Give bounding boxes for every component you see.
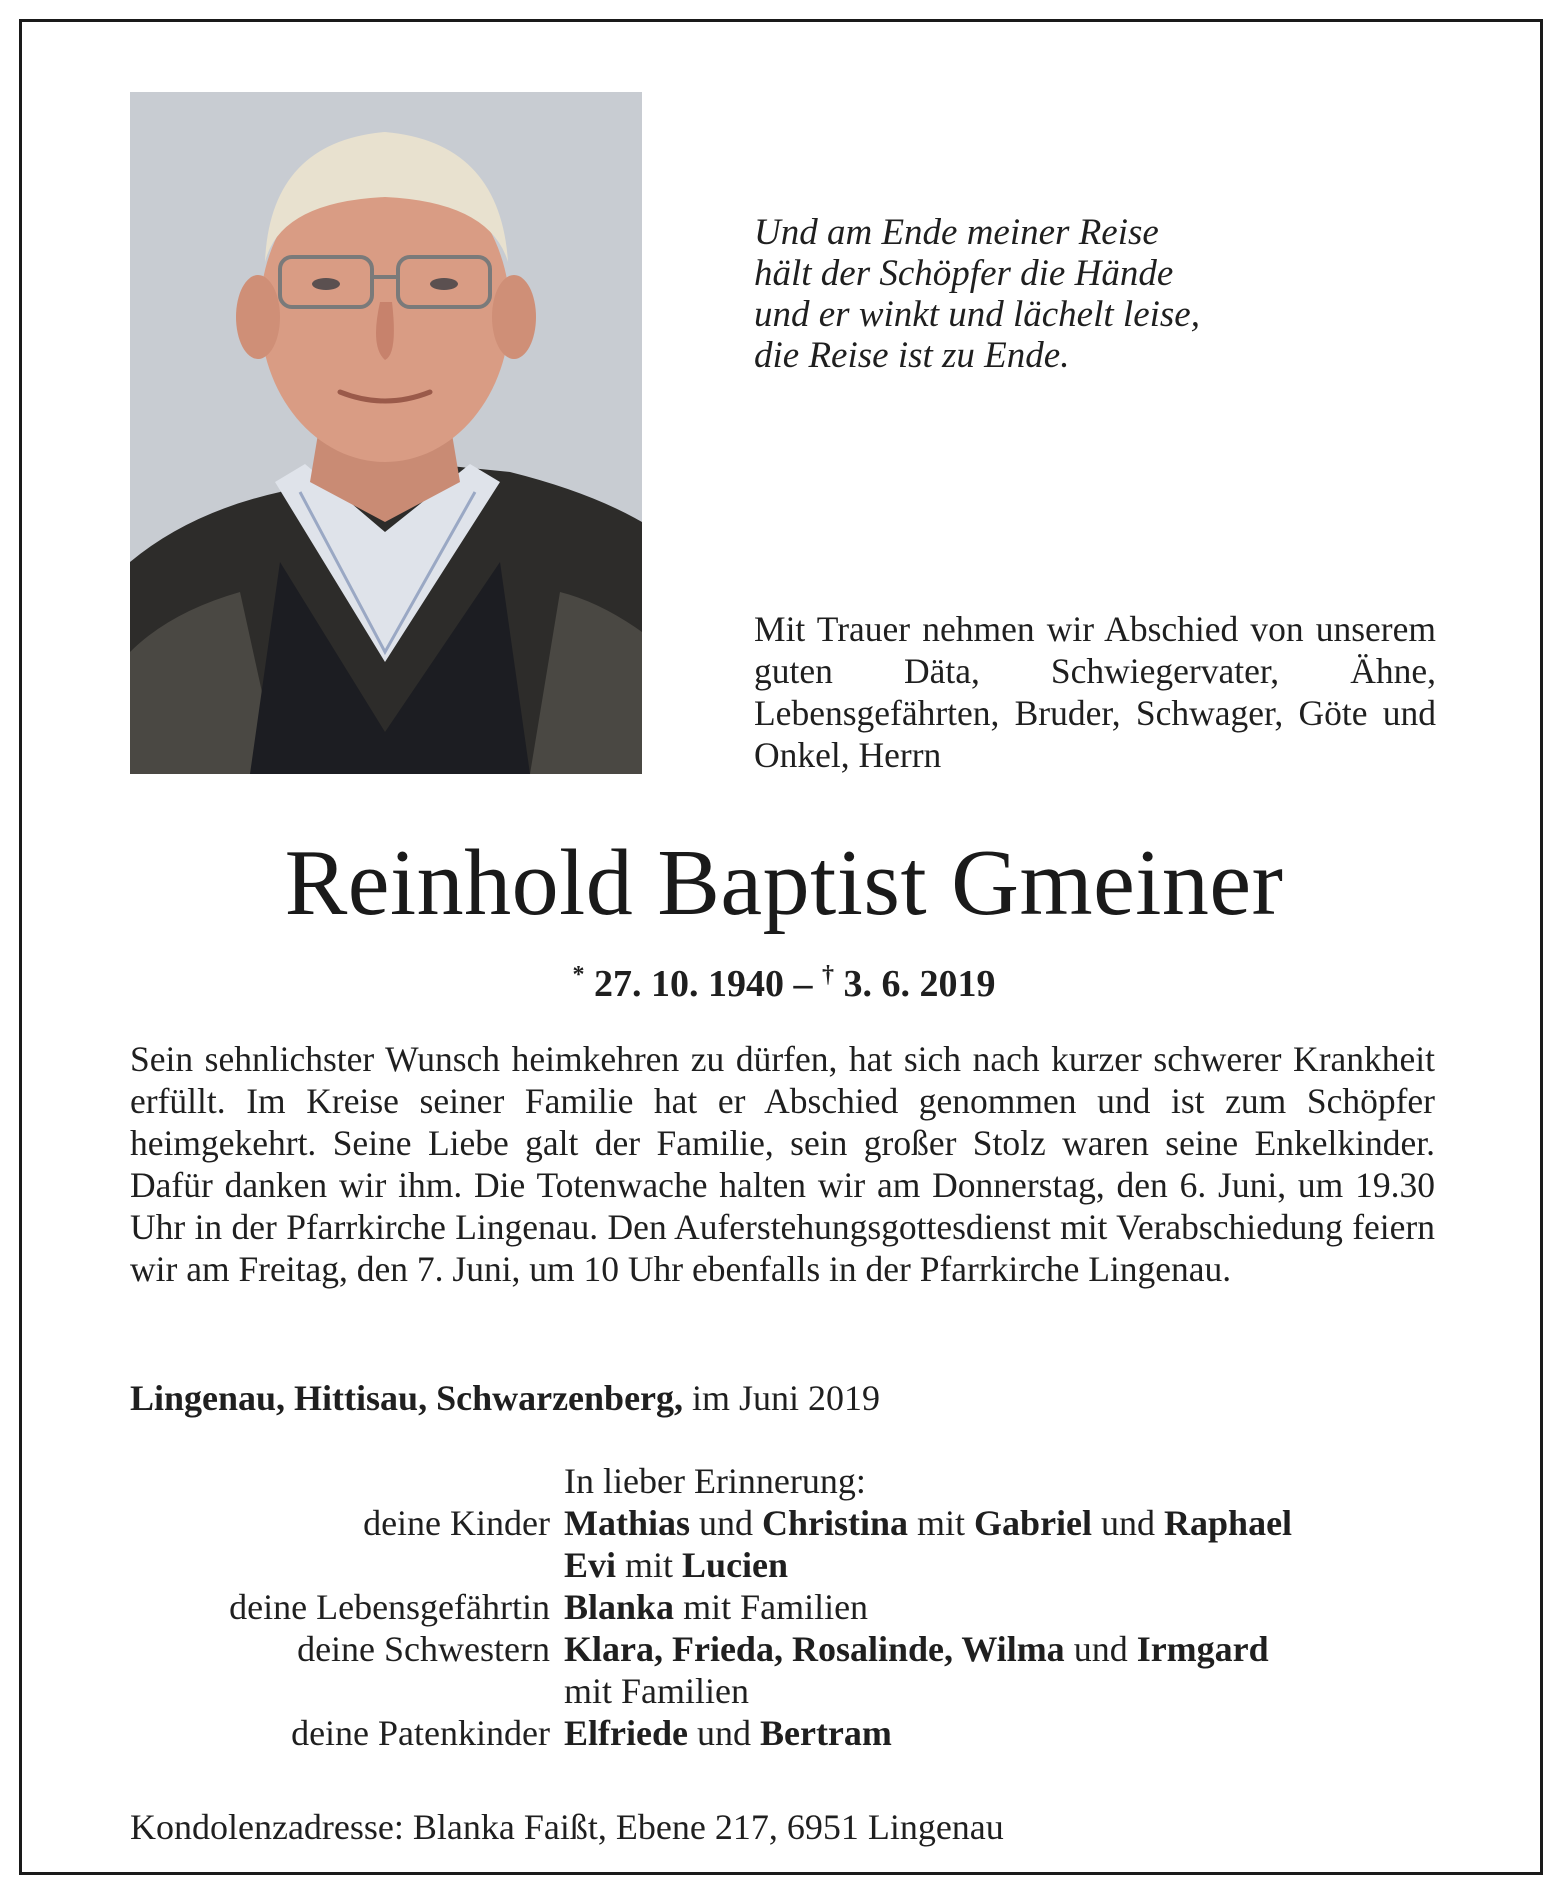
godchild-name: Bertram [759, 1713, 892, 1753]
partner-name: Blanka [564, 1587, 675, 1627]
partner-label: deine Lebensgefährtin [229, 1587, 550, 1627]
poem [754, 212, 1394, 376]
mourner-row-godchildren: deine Patenkinder Elfriede und Bertram [130, 1712, 1440, 1754]
kinder-name: Mathias [564, 1503, 690, 1543]
date-separator: – [793, 963, 813, 1005]
sisters-names: Klara, Frieda, Rosalinde, Wilma [564, 1629, 1065, 1669]
kinder-name: Raphael [1164, 1503, 1293, 1543]
kinder-name: Christina [762, 1503, 909, 1543]
kinder-name: Gabriel [974, 1503, 1093, 1543]
mourner-row-partner: deine Lebensgefährtin Blanka mit Familien [130, 1586, 1440, 1628]
mourner-row-sisters-cont: mit Familien [564, 1671, 749, 1711]
birth-symbol: * [572, 962, 585, 988]
mourner-row-kinder-cont: Evi mit Lucien [564, 1545, 789, 1585]
birth-date: 27. 10. 1940 [594, 963, 784, 1005]
mourners-heading: In lieber Erinnerung: [564, 1461, 866, 1501]
body-text: Sein sehnlichster Wunsch heimkehren zu dürfen, hat sich nach kurzer schwerer Krankheit erfüllt. Im Kreise seiner Familie hat er Abschied genommen und ist zum Schöpfer heimgekehrt. Seine Liebe galt der Familie, sein großer Stolz waren seine Enkelkinder. Dafür danken wir ihm. Die Totenwache halten wir am Donnerstag, den 6. Juni, um 19.30 Uhr in der Pfarrkirche Lingenau. Den Auferstehungsgottesdienst mit Verabschiedung feiern wir am Freitag, den 7. Juni, um 10 Uhr ebenfalls in der Pfarrkirche Lingenau. [130, 1039, 1435, 1289]
sisters-label: deine Schwestern [297, 1629, 550, 1669]
poem-line: die Reise ist zu Ende. [754, 335, 1070, 376]
life-dates [0, 952, 1568, 1007]
godchildren-label: deine Patenkinder [291, 1713, 550, 1753]
place-date [130, 1377, 880, 1419]
death-date: 3. 6. 2019 [843, 963, 996, 1005]
mourner-row-kinder: deine Kinder Mathias und Christina mit Gabriel und Raphael [130, 1502, 1440, 1544]
mourners-list [130, 1460, 1440, 1754]
mourner-row-sisters: deine Schwestern Klara, Frieda, Rosalinde, Wilma und Irmgard [130, 1628, 1440, 1670]
mourners-heading-row [130, 1460, 1440, 1502]
portrait-photo [130, 92, 642, 774]
poem-line: hält der Schöpfer die Hände [754, 253, 1174, 294]
deceased-name: Reinhold Baptist Gmeiner [284, 831, 1284, 935]
kinder-name: Lucien [682, 1545, 789, 1585]
notice-date: im Juni 2019 [692, 1378, 881, 1418]
poem-line: Und am Ende meiner Reise [754, 212, 1159, 253]
intro-text: Mit Trauer nehmen wir Abschied von unserem guten Däta, Schwiegervater, Ähne, Lebensgefährten, Bruder, Schwager, Göte und Onkel, Herrn [754, 609, 1436, 775]
kinder-name: Evi [564, 1545, 617, 1585]
godchild-name: Elfriede [564, 1713, 688, 1753]
poem-line: und er winkt und lächelt leise, [754, 294, 1200, 335]
condolence-address: Kondolenzadresse: Blanka Faißt, Ebene 217, 6951 Lingenau [130, 1807, 1004, 1847]
death-symbol: † [822, 962, 834, 988]
sisters-name: Irmgard [1136, 1629, 1269, 1669]
places: Lingenau, Hittisau, Schwarzenberg, [130, 1378, 684, 1418]
kinder-label: deine Kinder [363, 1503, 550, 1543]
